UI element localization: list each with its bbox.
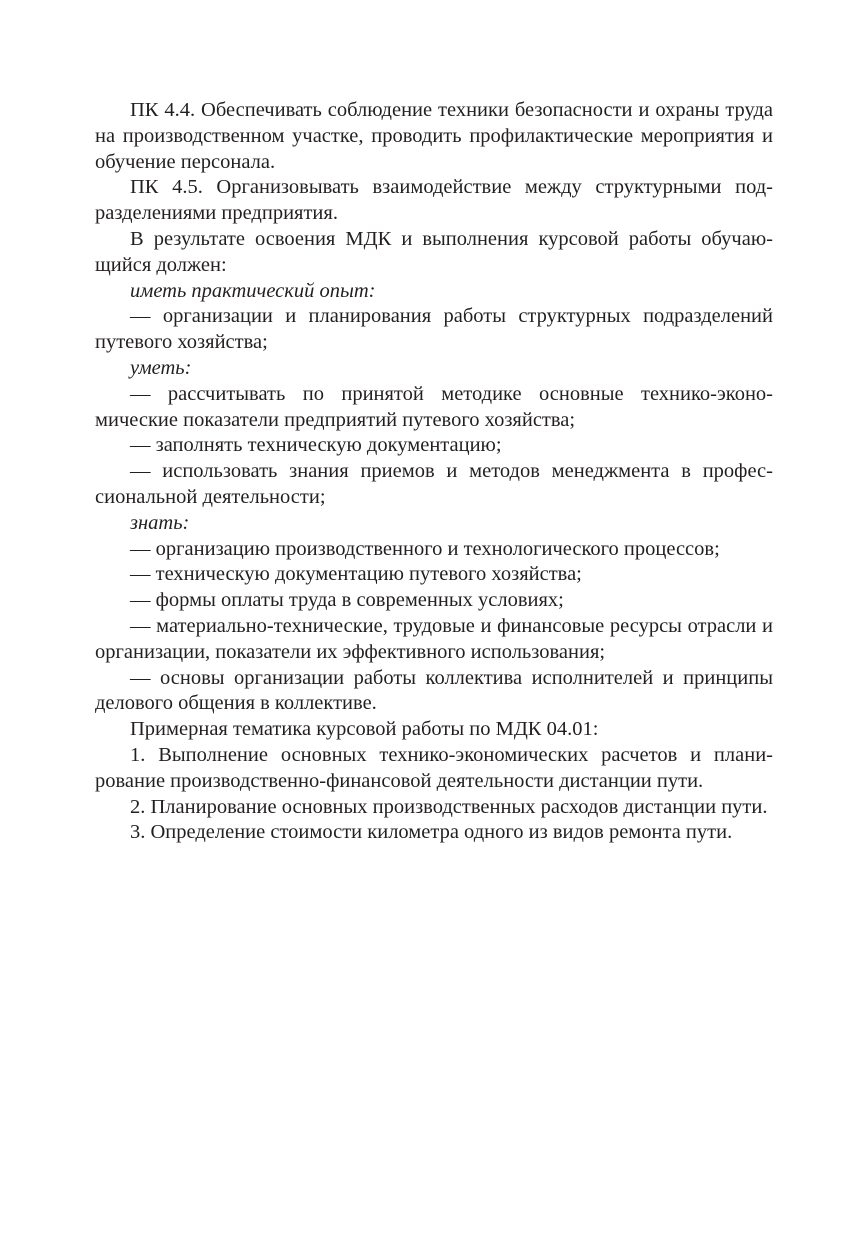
heading-knowledge: знать: [130,511,190,534]
list-item: — формы оплаты труда в современных условиях; [130,589,564,612]
topic-item: 3. Определение стоимости километра одного из видов ремонта пути. [130,821,733,844]
heading-practical-experience: иметь практический опыт: [130,279,376,302]
list-item: — использовать знания приемов и методов менеджмента в профессиональной деятельности; [95,460,773,508]
list-item: — техническую документацию путевого хозяйства; [130,563,582,586]
list-item: — организации и планирования работы структурных подразделений путевого хозяйства; [95,305,773,354]
paragraph-topics-intro: Примерная тематика курсовой работы по МДК 04.01: [130,718,599,741]
topic-item: 2. Планирование основных производственных расходов дистанции пути. [130,795,768,818]
paragraph-pk-4-4: ПК 4.4. Обеспечивать соблюдение техники безопасности и охраны труда на производственном участке, проводить профилактические мероприятия и обучение персонала. [95,99,773,173]
paragraph-learning-outcome-intro: В результате освоения МДК и выполнения курсовой работы обучающийся должен: [95,227,773,276]
list-item: — заполнять техническую документацию; [130,434,502,457]
document-page [95,98,773,846]
list-item: — основы организации работы коллектива исполнителей и принципы делового общения в коллективе. [95,666,773,715]
list-item: — организацию производственного и технологического процессов; [130,537,720,560]
paragraph-pk-4-5: ПК 4.5. Организовывать взаимодействие между структурными подразделениями предприятия. [95,176,773,225]
topic-item: 1. Выполнение основных технико-экономических расчетов и планирование производственно-финансовой деятельности дистанции пути. [95,743,773,792]
list-item: — материально-технические, трудовые и финансовые ресурсы отрасли и организации, показатели их эффективного использования; [95,614,773,663]
list-item: — рассчитывать по принятой методике основные технико-экономические показатели предприятий путевого хозяйства; [95,382,773,431]
heading-skills: уметь: [130,356,192,379]
